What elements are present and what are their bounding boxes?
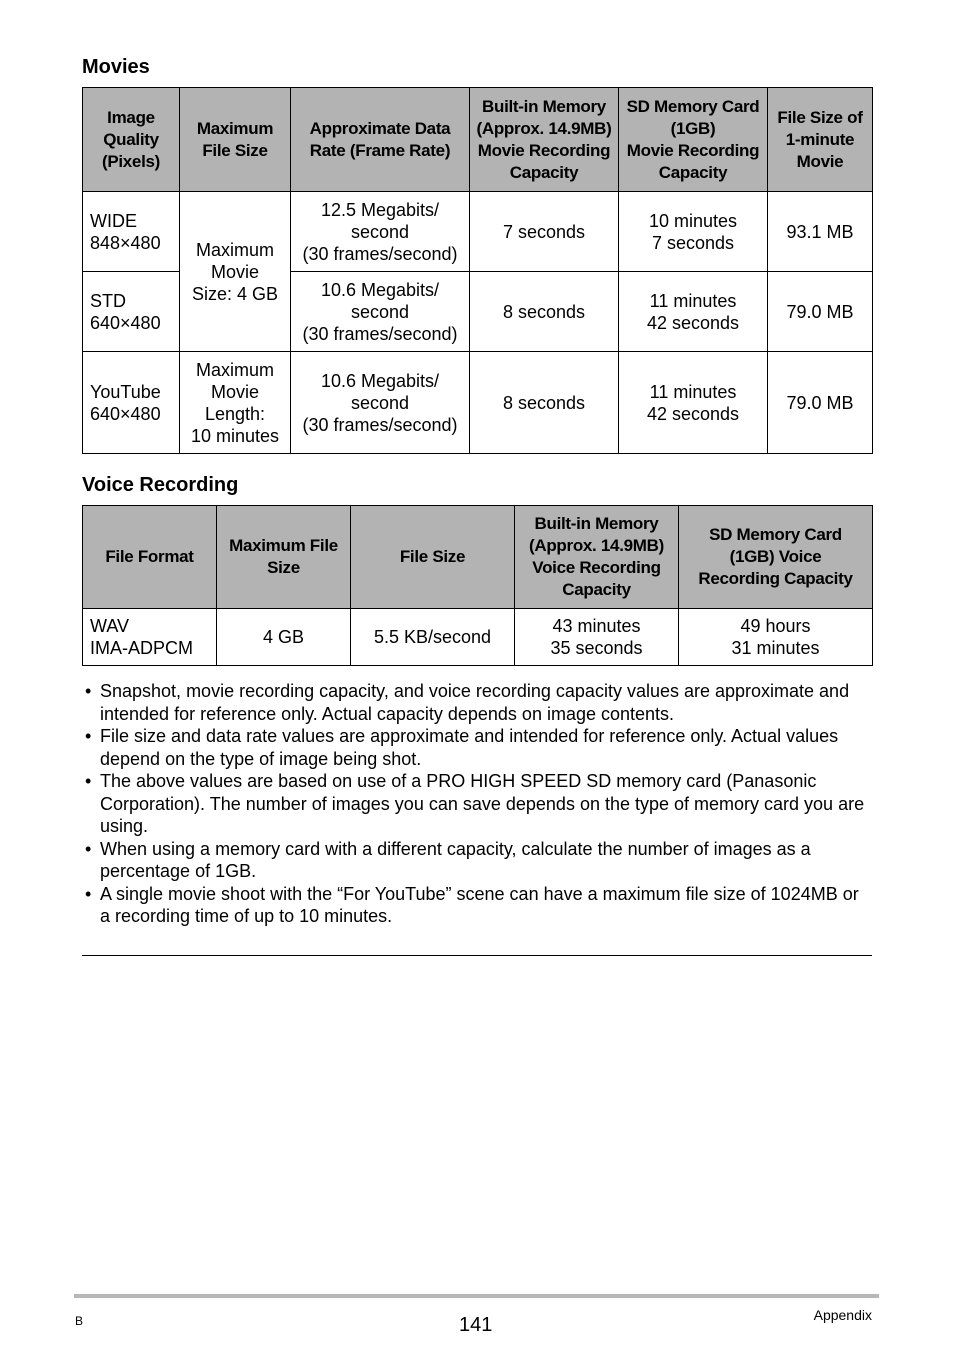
header-file-size-1min: File Size of 1-minute Movie xyxy=(768,88,873,192)
note-text: A single movie shoot with the “For YouTube” scene can have a maximum file size of 1024MB or a recording time of up to 10 minutes. xyxy=(100,883,859,926)
bullet: • xyxy=(85,883,92,904)
cell-file-size: 79.0 MB xyxy=(768,352,873,454)
table-row xyxy=(83,352,873,454)
table-row xyxy=(83,609,873,666)
note-text: When using a memory card with a different capacity, calculate the number of images as a percentage of 1GB. xyxy=(100,838,811,881)
list-item xyxy=(82,838,872,883)
footer-bar xyxy=(74,1294,879,1298)
cell-data-rate: 12.5 Megabits/ second (30 frames/second) xyxy=(291,192,470,272)
header-file-format: File Format xyxy=(83,506,217,609)
bullet: • xyxy=(85,771,92,791)
header-data-rate: Approximate Data Rate (Frame Rate) xyxy=(291,88,470,192)
cell-file-size: 5.5 KB/second xyxy=(351,609,515,666)
movies-table xyxy=(82,87,873,454)
cell-data-rate: 10.6 Megabits/ second (30 frames/second) xyxy=(291,272,470,352)
cell-builtin: 8 seconds xyxy=(470,352,619,454)
cell-format: WAV IMA-ADPCM xyxy=(83,609,217,666)
bullet: • xyxy=(85,681,92,701)
list-item xyxy=(82,725,872,770)
cell-builtin: 43 minutes 35 seconds xyxy=(515,609,679,666)
voice-table xyxy=(82,505,873,666)
cell-quality: YouTube 640×480 xyxy=(83,352,180,454)
cell-sd: 11 minutes 42 seconds xyxy=(619,272,768,352)
bullet: • xyxy=(85,726,92,746)
header-builtin-capacity: Built-in Memory (Approx. 14.9MB) Movie Recording Capacity xyxy=(470,88,619,192)
header-sd-capacity: SD Memory Card (1GB) Voice Recording Capacity xyxy=(679,506,873,609)
cell-max-file-size: Maximum Movie Length: 10 minutes xyxy=(180,352,291,454)
cell-sd: 49 hours 31 minutes xyxy=(679,609,873,666)
cell-file-size: 79.0 MB xyxy=(768,272,873,352)
notes-list xyxy=(82,680,872,928)
header-max-file-size: Maximum File Size xyxy=(180,88,291,192)
note-text: Snapshot, movie recording capacity, and voice recording capacity values are approximate and intended for reference only. Actual capacity depends on image contents. xyxy=(100,681,850,724)
footer-section-label: Appendix xyxy=(813,1307,872,1323)
list-item xyxy=(82,680,872,725)
cell-builtin: 8 seconds xyxy=(470,272,619,352)
bullet: • xyxy=(85,838,92,859)
header-sd-capacity: SD Memory Card (1GB) Movie Recording Capacity xyxy=(619,88,768,192)
table-row xyxy=(83,192,873,272)
footer-left-label: B xyxy=(75,1314,84,1328)
cell-file-size: 93.1 MB xyxy=(768,192,873,272)
cell-quality: WIDE 848×480 xyxy=(83,192,180,272)
header-builtin-capacity: Built-in Memory (Approx. 14.9MB) Voice Recording Capacity xyxy=(515,506,679,609)
cell-quality: STD 640×480 xyxy=(83,272,180,352)
cell-max-file-size: Maximum Movie Size: 4 GB xyxy=(180,192,291,352)
cell-sd: 10 minutes 7 seconds xyxy=(619,192,768,272)
movies-heading: Movies xyxy=(82,56,150,78)
section-divider xyxy=(82,955,872,956)
list-item xyxy=(82,770,872,838)
cell-builtin: 7 seconds xyxy=(470,192,619,272)
cell-max-size: 4 GB xyxy=(217,609,351,666)
page-number: 141 xyxy=(459,1314,493,1336)
note-text: File size and data rate values are approximate and intended for reference only. Actual values depend on the type of image being shot. xyxy=(100,726,839,769)
note-text: The above values are based on use of a PRO HIGH SPEED SD memory card (Panasonic Corporation). The number of images you can save depends on the type of memory card you are using. xyxy=(100,771,865,836)
header-image-quality: Image Quality (Pixels) xyxy=(83,88,180,192)
cell-data-rate: 10.6 Megabits/ second (30 frames/second) xyxy=(291,352,470,454)
header-file-size: File Size xyxy=(351,506,515,609)
header-max-file-size: Maximum File Size xyxy=(217,506,351,609)
voice-heading: Voice Recording xyxy=(82,474,239,496)
list-item xyxy=(82,883,872,928)
voice-header-row xyxy=(83,506,873,609)
movies-header-row xyxy=(83,88,873,192)
cell-sd: 11 minutes 42 seconds xyxy=(619,352,768,454)
